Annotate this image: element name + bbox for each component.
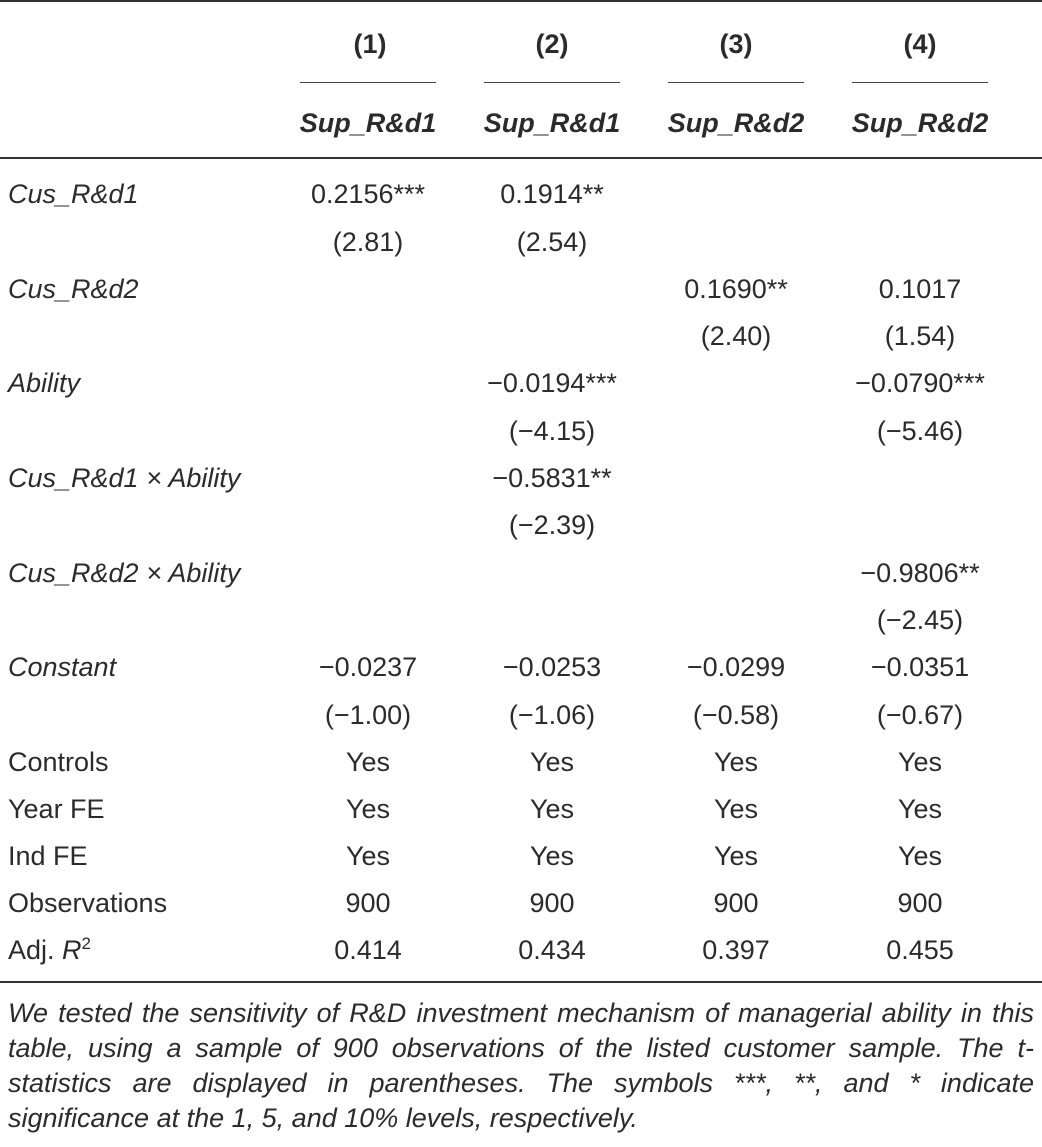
value-cell: Yes [345,794,391,824]
value-cell: Yes [713,794,759,824]
column-dependent-4: Sup_R&d2 [851,108,989,138]
adj-r2-sup: 2 [81,934,91,953]
coef-cell: −0.0194*** [487,368,617,398]
coef-cell: −0.0351 [870,652,970,682]
value-cell: Yes [529,841,575,871]
table-footnote: We tested the sensitivity of R&D investment mechanism of managerial ability in this table, using a sample of 900 observations of the listed customer sample. The t-statistics are displayed in parentheses. The symbols ***, **, and * indicate significance at the 1, 5, and 10% levels, respectively. [8,998,1034,1133]
value-cell: 0.434 [518,935,586,965]
column-number-4: (4) [903,29,937,59]
row-label-cus-rd1: Cus_R&d1 [8,179,139,209]
value-cell: 900 [345,888,391,918]
value-cell: 900 [897,888,943,918]
tstat-cell: (−1.06) [508,700,596,730]
tstat-cell: (−4.15) [508,416,596,446]
bottom-rule [0,981,1042,983]
row-label-ability: Ability [8,368,81,398]
tstat-cell: (−2.45) [876,605,964,635]
tstat-cell: (−0.58) [692,700,780,730]
column-rule-3 [668,82,804,83]
column-number-3: (3) [719,29,753,59]
value-cell: 900 [713,888,759,918]
row-label-cus-rd2: Cus_R&d2 [8,274,139,304]
coef-cell: −0.0237 [318,652,418,682]
adj-r2-var: R [62,935,82,965]
row-label-constant: Constant [8,652,117,682]
tstat-cell: (1.54) [884,321,956,351]
column-rule-4 [852,82,988,83]
row-label-adj-r2 [8,933,91,967]
coef-cell: 0.1914** [500,179,604,209]
value-cell: Yes [713,747,759,777]
column-number-2: (2) [535,29,569,59]
value-cell: Yes [529,747,575,777]
value-cell: Yes [713,841,759,871]
column-dependent-3: Sup_R&d2 [667,108,805,138]
value-cell: 0.414 [334,935,402,965]
adj-r2-prefix: Adj. [8,935,63,965]
column-dependent-1: Sup_R&d1 [299,108,437,138]
value-cell: 0.397 [702,935,770,965]
tstat-cell: (2.54) [516,227,588,257]
value-cell: Yes [897,841,943,871]
row-label-observations: Observations [8,888,168,918]
value-cell: Yes [345,747,391,777]
tstat-cell: (2.40) [700,321,772,351]
row-label-cus-rd1-x-ability: Cus_R&d1 × Ability [8,463,241,493]
value-cell: Yes [345,841,391,871]
tstat-cell: (−5.46) [876,416,964,446]
header-separator [0,157,1042,159]
top-rule [0,0,1042,2]
tstat-cell: (2.81) [332,227,404,257]
value-cell: Yes [897,747,943,777]
row-label-ind-fe: Ind FE [8,841,88,871]
coef-cell: 0.2156*** [310,179,426,209]
coef-cell: −0.0790*** [855,368,985,398]
value-cell: 0.455 [886,935,954,965]
tstat-cell: (−2.39) [508,510,596,540]
value-cell: Yes [897,794,943,824]
tstat-cell: (−0.67) [876,700,964,730]
column-rule-2 [484,82,620,83]
column-number-1: (1) [353,29,387,59]
tstat-cell: (−1.00) [324,700,412,730]
row-label-controls: Controls [8,747,109,777]
column-rule-1 [300,82,436,83]
coef-cell: −0.9806** [860,558,980,588]
coef-cell: −0.0253 [502,652,602,682]
value-cell: Yes [529,794,575,824]
coef-cell: −0.5831** [492,463,612,493]
row-label-year-fe: Year FE [8,794,105,824]
coef-cell: 0.1690** [684,274,788,304]
value-cell: 900 [529,888,575,918]
coef-cell: 0.1017 [878,274,962,304]
coef-cell: −0.0299 [686,652,786,682]
column-dependent-2: Sup_R&d1 [483,108,621,138]
row-label-cus-rd2-x-ability: Cus_R&d2 × Ability [8,558,241,588]
